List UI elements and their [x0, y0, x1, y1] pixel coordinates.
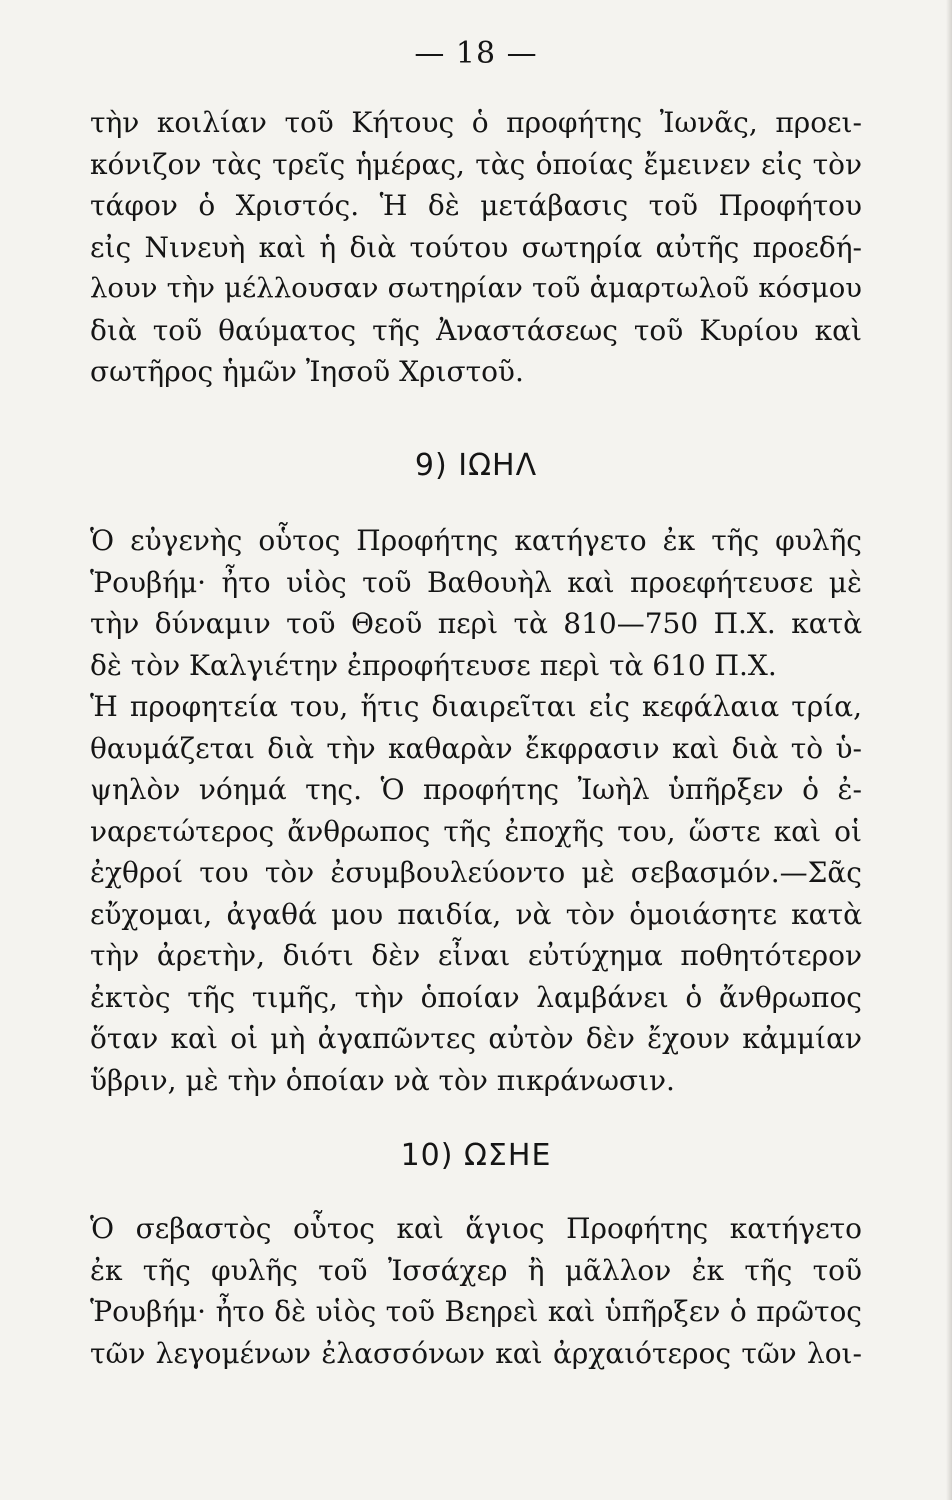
text-line: Ῥουβήμ· ἦτο δὲ υἱὸς τοῦ Βεηρεὶ καὶ ὑπῆρξεν ὁ πρῶτος: [90, 1295, 862, 1328]
page-number: — 18 —: [414, 36, 538, 71]
text-line: Ῥουβήμ· ἦτο υἱὸς τοῦ Βαθουὴλ καὶ προεφήτευσε μὲ: [90, 565, 862, 599]
text-line: δὲ τὸν Καλγιέτην ἐπροφήτευσε περὶ τὰ 610 Π.Χ.: [90, 648, 777, 682]
text-line: τὴν ἀρετὴν, διότι δὲν εἶναι εὐτύχημα ποθητότερον: [90, 939, 862, 972]
text-line: ὅταν καὶ οἱ μὴ ἀγαπῶντες αὐτὸν δὲν ἔχουν κἀμμίαν: [90, 1022, 862, 1055]
text-line: τάφον ὁ Χριστός. Ἡ δὲ μετάβασις τοῦ Προφήτου: [90, 189, 862, 222]
text-line: ἐχθροί του τὸν ἐσυμβουλεύοντο μὲ σεβασμόν.—Σᾶς: [90, 856, 862, 889]
text-line: ναρετώτερος ἄνθρωπος τῆς ἐποχῆς του, ὥστε καὶ οἱ: [90, 814, 862, 848]
paragraph-jonah-conclusion: [90, 102, 862, 393]
section-heading-joel: 9) ΙΩΗΛ: [414, 448, 538, 483]
text-line: διὰ τοῦ θαύματος τῆς Ἀναστάσεως τοῦ Κυρίου καὶ: [90, 313, 862, 347]
text-line: ἐκτὸς τῆς τιμῆς, τὴν ὁποίαν λαμβάνει ὁ ἄνθρωπος: [90, 980, 862, 1014]
text-line: ὕβριν, μὲ τὴν ὁποίαν νὰ τὸν πικράνωσιν.: [90, 1063, 675, 1097]
paragraph-joel: [90, 520, 862, 1101]
text-line: λουν τὴν μέλλουσαν σωτηρίαν τοῦ ἁμαρτωλοῦ κόσμου: [90, 272, 862, 304]
text-line: εἰς Νινευὴ καὶ ἡ διὰ τούτου σωτηρία αὐτῆς προεδή-: [90, 230, 862, 264]
text-line: τὴν κοιλίαν τοῦ Κήτους ὁ προφήτης Ἰωνᾶς, προει-: [90, 106, 862, 139]
text-line: Ὁ εὐγενὴς οὗτος Προφήτης κατήγετο ἐκ τῆς φυλῆς: [90, 524, 862, 557]
text-line: εὔχομαι, ἀγαθά μου παιδία, νὰ τὸν ὁμοιάσητε κατὰ: [90, 897, 862, 931]
text-line: Ἡ προφητεία του, ἥτις διαιρεῖται εἰς κεφάλαια τρία,: [90, 690, 862, 723]
text-line: κόνιζον τὰς τρεῖς ἡμέρας, τὰς ὁποίας ἔμεινεν εἰς τὸν: [90, 147, 862, 181]
text-line: τὴν δύναμιν τοῦ Θεοῦ περὶ τὰ 810—750 Π.Χ. κατὰ: [90, 607, 862, 640]
text-line: σωτῆρος ἡμῶν Ἰησοῦ Χριστοῦ.: [90, 355, 524, 388]
paragraph-hosea: [90, 1208, 862, 1374]
text-line: τῶν λεγομένων ἐλασσόνων καὶ ἀρχαιότερος τῶν λοι-: [90, 1336, 862, 1370]
text-line: ψηλὸν νόημά της. Ὁ προφήτης Ἰωὴλ ὑπῆρξεν ὁ ἐ-: [90, 773, 862, 806]
section-heading-hosea: 10) ΩΣΗΕ: [400, 1138, 552, 1173]
text-line: Ὁ σεβαστὸς οὗτος καὶ ἅγιος Προφήτης κατήγετο: [90, 1212, 862, 1245]
page-edge-shadow: [946, 0, 952, 1500]
text-line: ἐκ τῆς φυλῆς τοῦ Ἰσσάχερ ἢ μᾶλλον ἐκ τῆς τοῦ: [90, 1253, 862, 1287]
text-line: θαυμάζεται διὰ τὴν καθαρὰν ἔκφρασιν καὶ διὰ τὸ ὑ-: [90, 731, 862, 765]
